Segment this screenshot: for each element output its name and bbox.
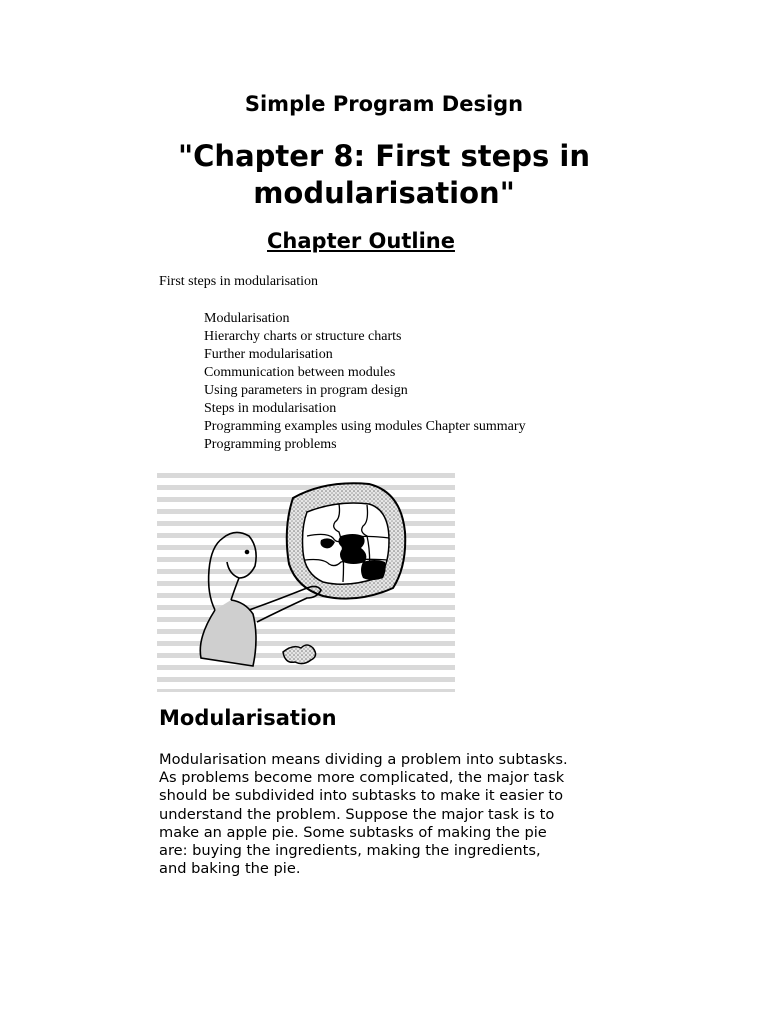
outline-item: Programming problems xyxy=(204,437,337,452)
outline-item: Modularisation xyxy=(204,311,290,326)
outline-item: Communication between modules xyxy=(204,365,396,380)
outline-item: Using parameters in program design xyxy=(204,383,408,398)
outline-intro: First steps in modularisation xyxy=(159,274,319,289)
outline-item: Steps in modularisation xyxy=(204,401,337,416)
section-body: Modularisation means dividing a problem into subtasks. As problems become more complicated, the major task should be subdivided into subtasks to make it easier to understand the problem. Suppose the major task is to make an apple pie. Some subtasks of making the pie are: buying the ingredients, making the ingredients, and baking the pie. xyxy=(159,751,568,878)
outline-item: Hierarchy charts or structure charts xyxy=(204,329,402,344)
outline-heading: Chapter Outline xyxy=(267,229,455,253)
chapter-title: "Chapter 8: First steps in modularisation" xyxy=(178,139,590,210)
puzzle-illustration xyxy=(157,470,455,692)
document-title: Simple Program Design xyxy=(244,92,524,116)
monitor-shape xyxy=(287,483,406,598)
section-heading: Modularisation xyxy=(159,706,337,730)
outline-item: Further modularisation xyxy=(204,347,333,362)
outline-list xyxy=(204,310,526,454)
outline-item: Programming examples using modules Chapter summary xyxy=(204,419,526,434)
